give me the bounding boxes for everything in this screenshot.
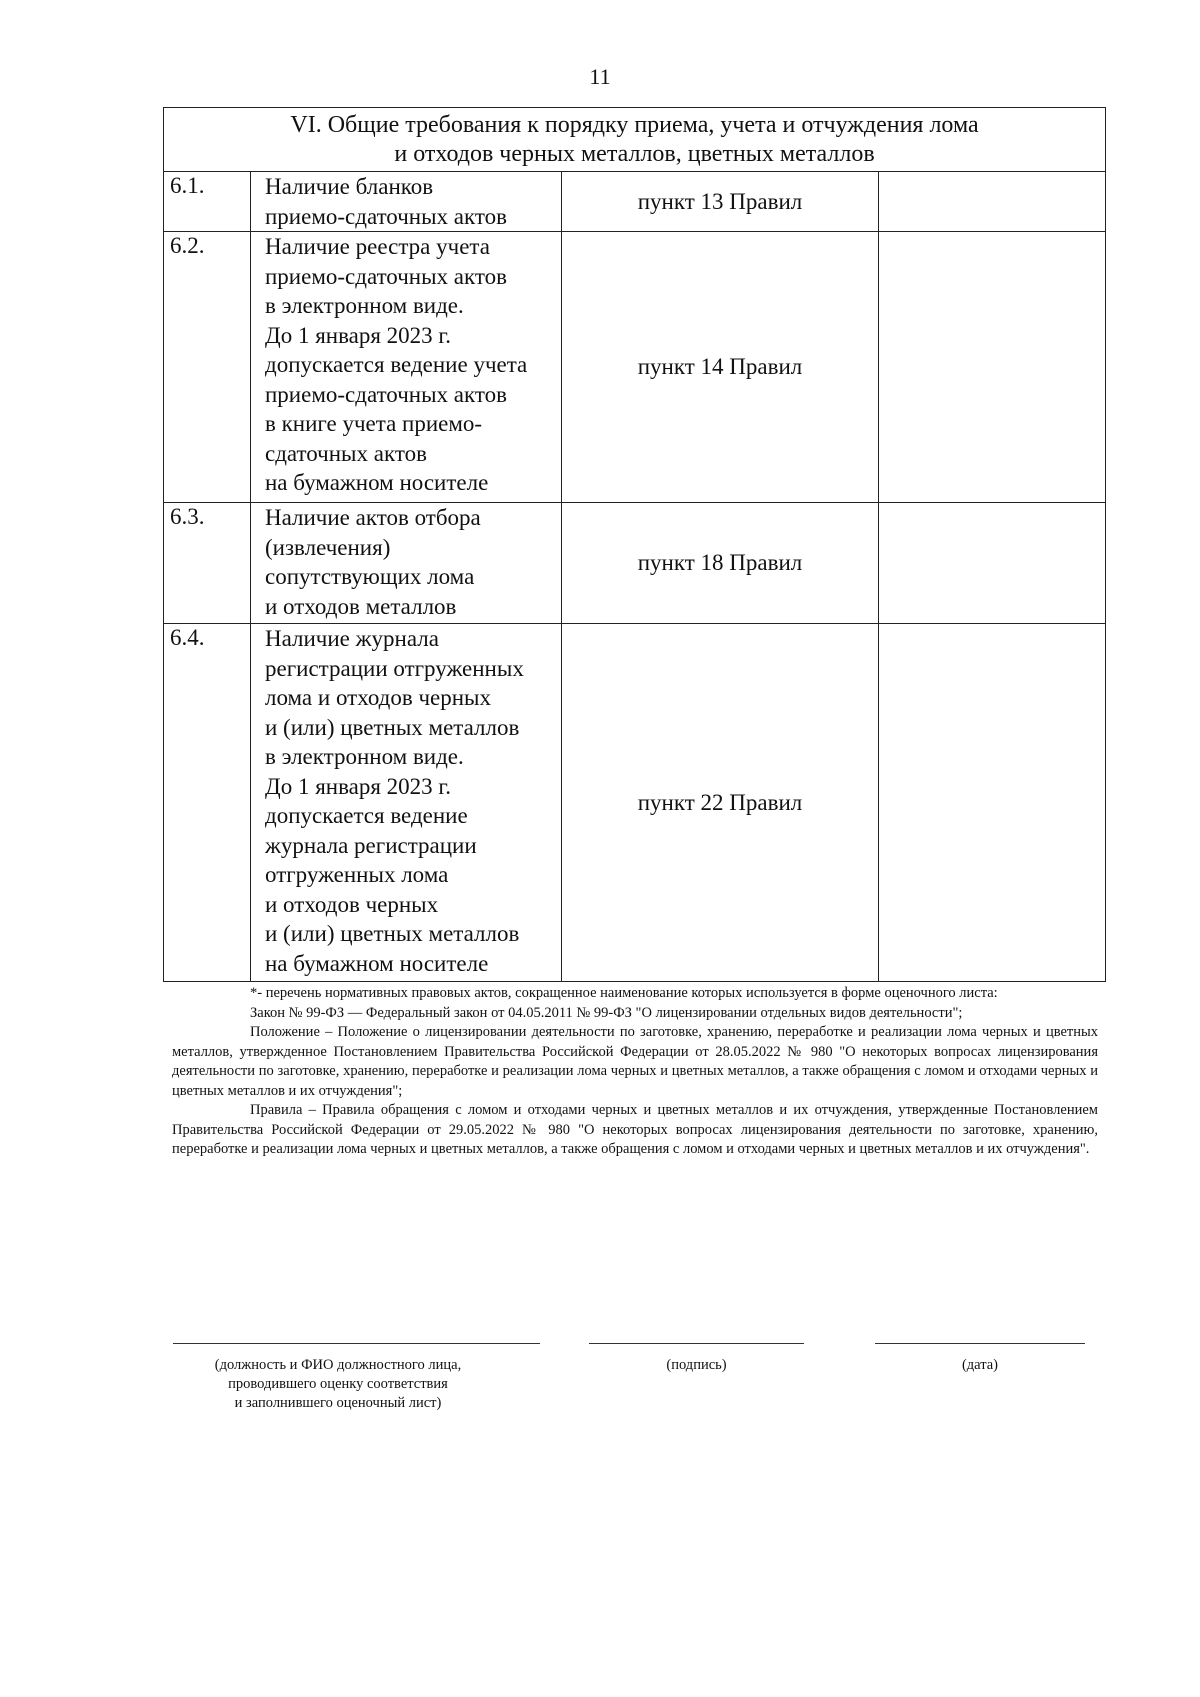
requirement-line: До 1 января 2023 г. [265, 773, 452, 799]
table-row [164, 624, 1106, 982]
empty-cell [879, 172, 1106, 232]
requirement-cell [251, 172, 562, 232]
official-caption-line-1: (должность и ФИО должностного лица, [214, 1357, 462, 1373]
footnote-intro: *- перечень нормативных правовых актов, сокращенное наименование которых используется в форме оценочного листа: [250, 985, 998, 1001]
empty-cell [879, 232, 1106, 503]
section-header-row [164, 108, 1106, 172]
requirement-line: в электронном виде. [265, 744, 464, 769]
requirement-line: приемо-сдаточных актов [265, 263, 507, 289]
requirement-line: допускается ведение учета [265, 352, 528, 377]
requirement-line: Наличие реестра учета [265, 234, 490, 259]
requirement-line: приемо-сдаточных актов [265, 203, 507, 229]
row-number: 6.3. [164, 503, 251, 624]
official-caption [173, 1356, 503, 1413]
signature-caption: (подпись) [666, 1357, 727, 1373]
footnote-law: Закон № 99-ФЗ — Федеральный закон от 04.05.2011 № 99-ФЗ "О лицензировании отдельных видов деятельности"; [250, 1004, 963, 1021]
date-caption: (дата) [961, 1357, 999, 1373]
table-row [164, 232, 1106, 503]
requirement-line: сопутствующих лома [265, 564, 475, 589]
footnotes [172, 984, 1098, 1160]
empty-cell [879, 503, 1106, 624]
section-title-line-2: и отходов черных металлов, цветных металлов [394, 141, 875, 167]
reference-cell: пункт 14 Правил [562, 232, 879, 503]
page-number: 11 [589, 64, 611, 89]
requirement-line: и отходов черных [265, 891, 439, 917]
row-number: 6.4. [164, 624, 251, 982]
footnote-rules: Правила – Правила обращения с ломом и отходами черных и цветных металлов и их отчуждения, утвержденные Постановлением Правительства Российской Федерации от 29.05.2022 № 980 "О некоторых вопросах лицензирования деятельности по заготовке, хранению, переработке и реализации лома черных и цветных металлов, а также обращения с ломом и отходами черных и цветных металлов и их отчуждения". [172, 1102, 1098, 1157]
requirement-line: регистрации отгруженных [265, 655, 524, 681]
requirement-line: Наличие бланков [265, 174, 434, 199]
empty-cell [879, 624, 1106, 982]
requirement-line: допускается ведение [265, 803, 468, 828]
table-row [164, 172, 1106, 232]
requirement-line: на бумажном носителе [265, 470, 489, 495]
requirement-line: и (или) цветных металлов [265, 714, 520, 740]
requirement-line: До 1 января 2023 г. [265, 322, 452, 348]
requirement-line: (извлечения) [265, 534, 391, 560]
requirement-line: Наличие актов отбора [265, 505, 481, 530]
official-caption-line-3: и заполнившего оценочный лист) [234, 1395, 442, 1411]
row-number: 6.1. [164, 172, 251, 232]
requirement-cell [251, 624, 562, 982]
requirement-line: на бумажном носителе [265, 950, 489, 976]
footnote-regulation: Положение – Положение о лицензировании деятельности по заготовке, хранению, переработке и реализации лома черных и цветных металлов, утвержденное Постановлением Правительства Российской Федерации от 28.05.2022 № 980 "О некоторых вопросах лицензирования деятельности по заготовке, хранению, переработке и реализации лома черных и цветных металлов, а также обращения с ломом и отходами черных и цветных металлов и их отчуждения"; [172, 1024, 1098, 1099]
table-row [164, 503, 1106, 624]
reference-cell: пункт 13 Правил [562, 172, 879, 232]
official-signature-line [173, 1343, 540, 1344]
requirement-line: приемо-сдаточных актов [265, 381, 507, 407]
section-title-line-1: VI. Общие требования к порядку приема, учета и отчуждения лома [290, 112, 979, 138]
requirement-line: и (или) цветных металлов [265, 921, 520, 946]
date-line [875, 1343, 1085, 1344]
requirement-cell [251, 503, 562, 624]
reference-cell: пункт 22 Правил [562, 624, 879, 982]
requirement-line: сдаточных актов [265, 440, 427, 466]
section-title [164, 108, 1106, 172]
reference-cell: пункт 18 Правил [562, 503, 879, 624]
requirement-cell [251, 232, 562, 503]
requirement-line: в электронном виде. [265, 293, 464, 318]
requirement-line: в книге учета приемо- [265, 411, 483, 436]
requirement-line: отгруженных лома [265, 862, 449, 887]
row-number: 6.2. [164, 232, 251, 503]
requirement-line: лома и отходов черных [265, 685, 492, 710]
official-caption-line-2: проводившего оценку соответствия [228, 1376, 448, 1392]
requirement-line: журнала регистрации [265, 832, 477, 858]
requirement-line: и отходов металлов [265, 593, 457, 619]
requirement-line: Наличие журнала [265, 626, 439, 651]
signature-line [589, 1343, 804, 1344]
assessment-table [163, 107, 1106, 982]
